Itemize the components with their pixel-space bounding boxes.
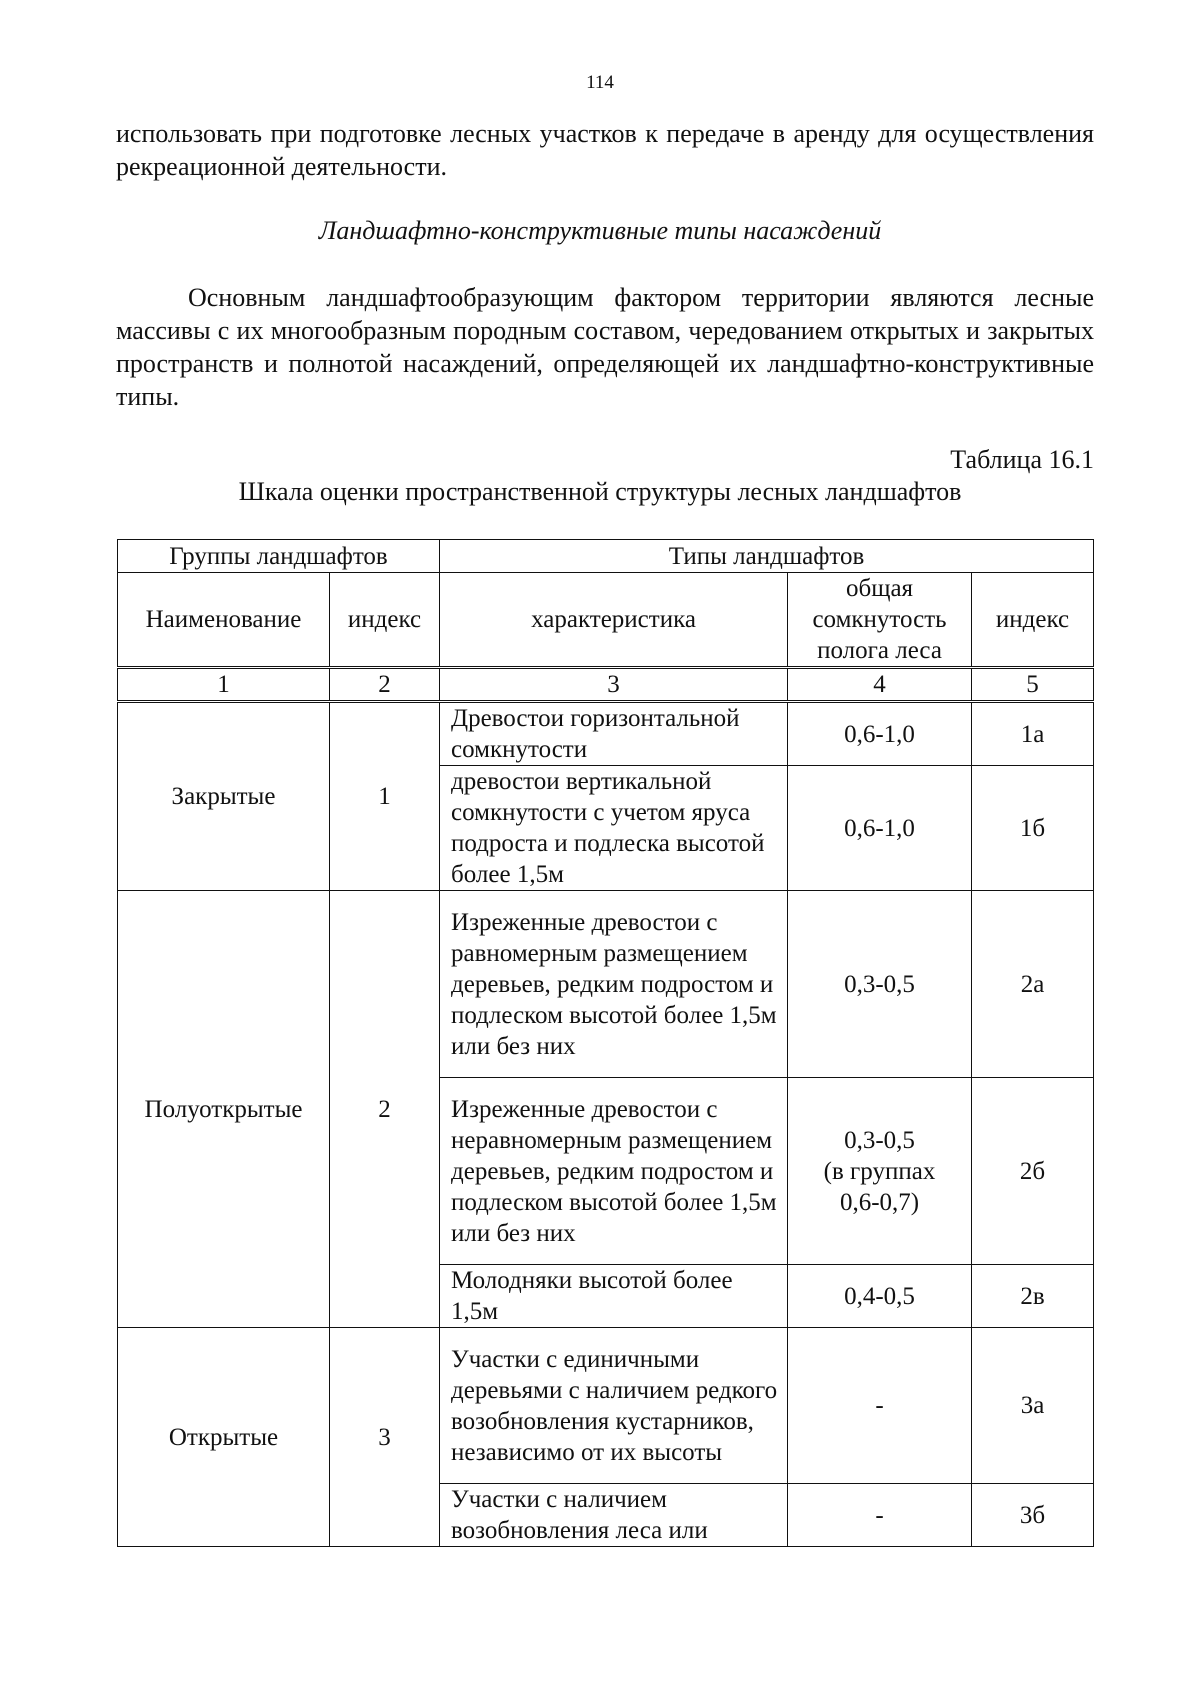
col-header-name: Наименование — [118, 573, 330, 668]
column-number: 2 — [330, 668, 440, 702]
column-number: 4 — [788, 668, 972, 702]
section-heading: Ландшафтно-конструктивные типы насаждений — [318, 216, 882, 245]
type-index-cell: 2а — [972, 891, 1094, 1078]
table-header-row — [118, 540, 1094, 573]
group-name-cell: Закрытые — [118, 702, 330, 891]
type-index-cell: 3б — [972, 1484, 1094, 1547]
group-header-cell: Группы ландшафтов — [118, 540, 440, 573]
types-header-cell: Типы ландшафтов — [440, 540, 1094, 573]
group-name-cell: Открытые — [118, 1328, 330, 1547]
type-characteristic-cell: Изреженные древостои с неравномерным размещением деревьев, редким подростом и подлеском высотой более 1,5м или без них — [440, 1078, 788, 1265]
column-number: 5 — [972, 668, 1094, 702]
type-closure-cell: 0,6-1,0 — [788, 702, 972, 766]
type-index-cell: 1а — [972, 702, 1094, 766]
type-closure-cell: 0,6-1,0 — [788, 766, 972, 891]
col-header-index: индекс — [330, 573, 440, 668]
col-header-type-index: индекс — [972, 573, 1094, 668]
table-label: Таблица 16.1 — [950, 445, 1094, 474]
group-name-cell: Полуоткрытые — [118, 891, 330, 1328]
type-closure-cell: - — [788, 1328, 972, 1484]
column-number-row — [118, 668, 1094, 702]
group-index-cell: 1 — [330, 702, 440, 891]
landscape-scale-table — [117, 539, 1094, 1547]
table-row — [118, 702, 1094, 766]
table-title: Шкала оценки пространственной структуры лесных ландшафтов — [238, 477, 962, 506]
type-index-cell: 1б — [972, 766, 1094, 891]
type-characteristic-cell: Участки с единичными деревьями с наличием редкого возобновления кустарников, независимо от их высоты — [440, 1328, 788, 1484]
type-characteristic-cell: Древостои горизонтальной сомкнутости — [440, 702, 788, 766]
group-index-cell: 2 — [330, 891, 440, 1328]
type-closure-cell: 0,3-0,5 — [788, 891, 972, 1078]
paragraph-intro: Основным ландшафтообразующим фактором территории являются лесные массивы с их многообразным породным составом, чередованием открытых и закрытых пространств и полнотой насаждений, определяющей их ландшафтно-конструктивные типы. — [116, 283, 1094, 411]
type-closure-cell: - — [788, 1484, 972, 1547]
table-subheader-row — [118, 573, 1094, 668]
page-number: 114 — [586, 72, 614, 93]
type-characteristic-cell: древостои вертикальной сомкнутости с учетом яруса подроста и подлеска высотой более 1,5м — [440, 766, 788, 891]
type-index-cell: 2б — [972, 1078, 1094, 1265]
type-characteristic-cell: Участки с наличием возобновления леса или — [440, 1484, 788, 1547]
type-characteristic-cell: Молодняки высотой более 1,5м — [440, 1265, 788, 1328]
table-row — [118, 1328, 1094, 1484]
col-header-characteristic: характеристика — [440, 573, 788, 668]
paragraph-continuation: использовать при подготовке лесных участков к передаче в аренду для осуществления рекреационной деятельности. — [116, 119, 1094, 181]
table-row — [118, 891, 1094, 1078]
type-index-cell: 2в — [972, 1265, 1094, 1328]
type-closure-cell: 0,3-0,5 (в группах 0,6-0,7) — [788, 1078, 972, 1265]
column-number: 1 — [118, 668, 330, 702]
type-closure-cell: 0,4-0,5 — [788, 1265, 972, 1328]
column-number: 3 — [440, 668, 788, 702]
type-characteristic-cell: Изреженные древостои с равномерным размещением деревьев, редким подростом и подлеском высотой более 1,5м или без них — [440, 891, 788, 1078]
type-index-cell: 3а — [972, 1328, 1094, 1484]
col-header-closure: общая сомкнутость полога леса — [788, 573, 972, 668]
group-index-cell: 3 — [330, 1328, 440, 1547]
